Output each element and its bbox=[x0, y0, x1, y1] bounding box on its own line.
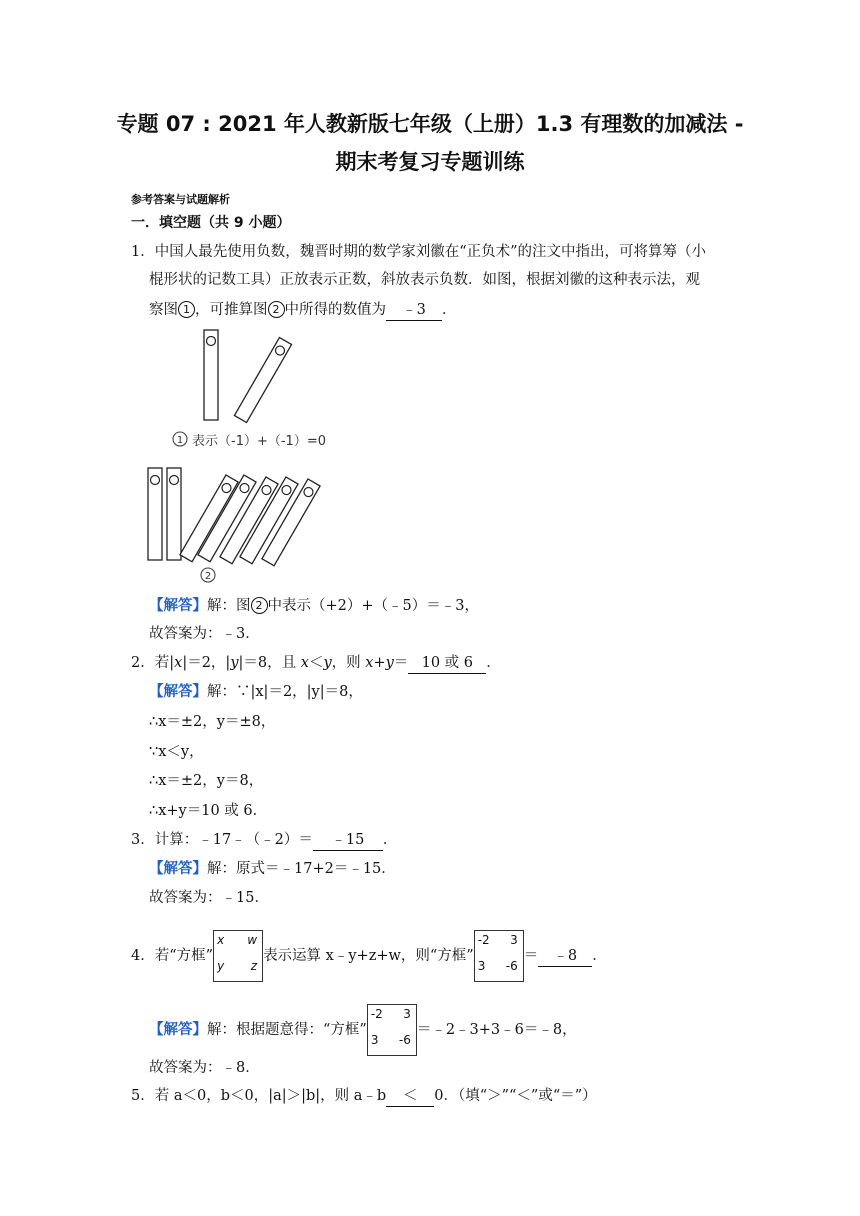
upright-rod bbox=[204, 330, 218, 420]
figure-1-caption: 表示（-1）+（-1）=0 bbox=[192, 434, 326, 449]
q5-text: 5．若 a＜0，b＜0，|a|＞|b|，则 a﹣b bbox=[131, 1088, 387, 1104]
var-x: x bbox=[174, 655, 183, 671]
q2-solution-line-5: ∴x+y＝10 或 6． bbox=[149, 803, 268, 819]
section-heading: 一．填空题（共 9 小题） bbox=[131, 215, 291, 231]
var-x: x bbox=[365, 655, 374, 671]
q1-text-b: ，可推算图 bbox=[195, 302, 268, 318]
q2-solution-text: 解：∵|x|＝2，|y|＝8， bbox=[207, 684, 363, 700]
figure-1-label: 1 bbox=[176, 435, 184, 446]
q3-solution-line-1 bbox=[149, 859, 396, 879]
q1-line-1: 1．中国人最先使用负数，魏晋时期的数学家刘徽在“正负术”的注文中指出，可将算筹（小 bbox=[131, 244, 707, 260]
box-cell: w bbox=[247, 933, 258, 947]
title-line-1: 专题 07 : 2021 年人教新版七年级（上册）1.3 有理数的加减法 - bbox=[116, 112, 744, 136]
q4-solution-line-1 bbox=[149, 1004, 577, 1056]
q2-text: ，则 bbox=[331, 655, 366, 671]
solution-label: 【解答】 bbox=[149, 683, 207, 700]
q1-line-3 bbox=[149, 300, 457, 321]
q2-stem bbox=[131, 653, 501, 674]
box-cell: z bbox=[250, 959, 258, 973]
reference-heading: 参考答案与试题解析 bbox=[131, 193, 230, 206]
q3-text: ． bbox=[382, 832, 398, 848]
q1-line-2: 棍形状的记数工具）正放表示正数，斜放表示负数．如图，根据刘徽的这种表示法，观 bbox=[149, 272, 700, 288]
q1-solution-text-a: 解：图 bbox=[207, 598, 251, 614]
q3-solution-text: 解：原式＝﹣17+2＝﹣15． bbox=[207, 861, 396, 877]
box-cell: -2 bbox=[370, 1007, 383, 1021]
box-cell: y bbox=[217, 959, 225, 973]
q1-answer: ﹣3 bbox=[386, 300, 442, 321]
q4-text: ＝ bbox=[523, 948, 539, 964]
counting-rods-figure-2 bbox=[140, 462, 350, 587]
box-cell: -2 bbox=[477, 933, 490, 947]
counting-rods-figure-1 bbox=[168, 325, 348, 455]
q1-solution-line-2: 故答案为：﹣3． bbox=[149, 626, 260, 642]
box-cell: -6 bbox=[398, 1033, 411, 1047]
q4-stem bbox=[131, 930, 607, 982]
q2-text: + bbox=[373, 655, 386, 671]
q1-text-c: 中所得的数值为 bbox=[284, 302, 386, 318]
q2-solution-line-1 bbox=[149, 682, 363, 702]
var-y: y bbox=[323, 655, 332, 671]
q2-text: 2．若| bbox=[131, 655, 175, 671]
figure-2-label: 2 bbox=[204, 571, 212, 582]
upright-rod bbox=[167, 468, 181, 560]
q5-text: 0．（填“＞”“＜”或“＝”） bbox=[434, 1088, 597, 1104]
circled-number-2: 2 bbox=[268, 301, 285, 318]
box-cell: x bbox=[217, 933, 225, 947]
q2-solution-line-2: ∴x＝±2，y＝±8， bbox=[149, 714, 276, 730]
q3-text: 3．计算：﹣17﹣（﹣2）＝ bbox=[131, 832, 313, 848]
solution-label: 【解答】 bbox=[149, 597, 207, 614]
q5-stem bbox=[131, 1086, 597, 1107]
q2-solution-line-3: ∵x＜y， bbox=[149, 744, 204, 760]
q3-stem bbox=[131, 830, 397, 851]
q2-text: ＝ bbox=[393, 655, 409, 671]
box-cell: 3 bbox=[477, 959, 486, 973]
q2-solution-line-4: ∴x＝±2，y＝8， bbox=[149, 773, 264, 789]
box-cell: 3 bbox=[510, 933, 518, 947]
q1-text-a: 察图 bbox=[149, 302, 178, 318]
box-cell: 3 bbox=[403, 1007, 411, 1021]
q3-solution-line-2: 故答案为：﹣15． bbox=[149, 890, 269, 906]
q3-answer: ﹣15 bbox=[313, 830, 383, 851]
q1-solution-text-b: 中表示（+2）+（﹣5）＝﹣3， bbox=[267, 598, 479, 614]
operation-box-numbers bbox=[367, 1004, 417, 1056]
upright-rod bbox=[148, 468, 162, 560]
q2-answer: 10 或 6 bbox=[408, 653, 486, 674]
slanted-rod bbox=[234, 338, 291, 423]
q4-text: ． bbox=[592, 948, 607, 964]
var-x: x bbox=[300, 655, 309, 671]
q4-solution-text: 解：根据题意得：“方框” bbox=[207, 1022, 367, 1038]
q4-solution-text: ＝﹣2﹣3+3﹣6＝﹣8， bbox=[416, 1022, 577, 1038]
q5-answer: ＜ bbox=[386, 1086, 434, 1107]
q2-text: ． bbox=[486, 655, 501, 671]
q2-text: ＜ bbox=[308, 655, 324, 671]
solution-label: 【解答】 bbox=[149, 860, 207, 877]
var-y: y bbox=[230, 655, 239, 671]
box-cell: -6 bbox=[505, 959, 518, 973]
operation-box-variables bbox=[213, 930, 263, 982]
q2-text: |＝8，且 bbox=[238, 655, 301, 671]
circled-number-1: 1 bbox=[178, 301, 195, 318]
q4-answer: ﹣8 bbox=[538, 946, 592, 967]
box-cell: 3 bbox=[370, 1033, 379, 1047]
circled-number-2: 2 bbox=[251, 597, 268, 614]
var-y: y bbox=[385, 655, 394, 671]
q4-text: 表示运算 x﹣y+z+w，则“方框” bbox=[263, 948, 474, 964]
q2-text: |＝2，| bbox=[182, 655, 231, 671]
title-line-2: 期末考复习专题训练 bbox=[335, 150, 525, 174]
operation-box-numbers bbox=[474, 930, 524, 982]
q4-text: 4．若“方框” bbox=[131, 948, 214, 964]
q1-text-end: ． bbox=[442, 302, 457, 318]
q1-solution-line-1 bbox=[149, 596, 479, 616]
solution-label: 【解答】 bbox=[149, 1021, 207, 1038]
q4-solution-line-2: 故答案为：﹣8． bbox=[149, 1060, 260, 1076]
